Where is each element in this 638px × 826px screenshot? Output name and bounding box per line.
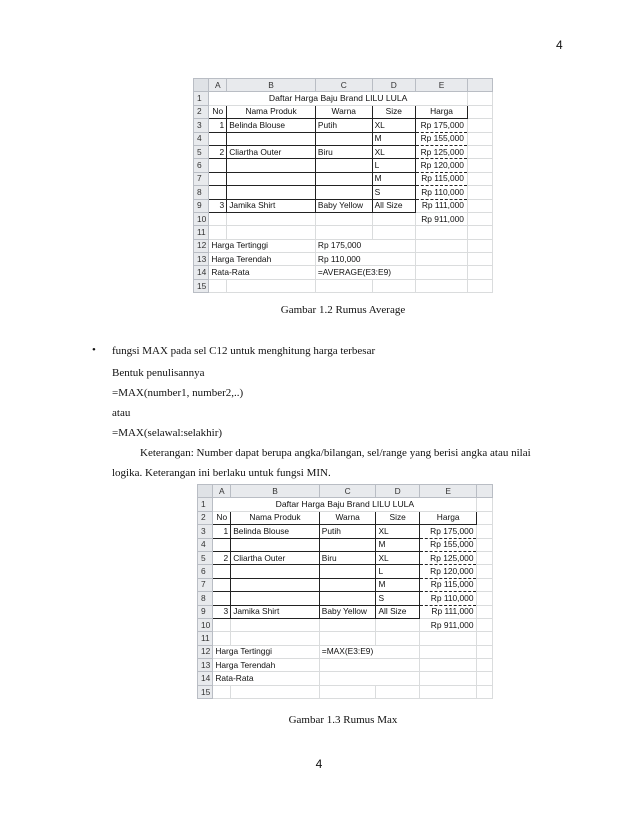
cell[interactable] bbox=[467, 119, 492, 132]
cell[interactable] bbox=[467, 226, 492, 239]
cell[interactable] bbox=[372, 279, 415, 292]
row-number[interactable]: 11 bbox=[198, 632, 213, 645]
cell-produk[interactable] bbox=[231, 565, 320, 578]
cell[interactable] bbox=[477, 565, 493, 578]
sheet-row bbox=[198, 685, 493, 698]
cell-produk[interactable]: Jamika Shirt bbox=[231, 605, 320, 618]
label-harga-terendah[interactable]: Harga Terendah bbox=[209, 253, 316, 266]
sheet-row bbox=[198, 672, 493, 685]
cell[interactable] bbox=[477, 632, 493, 645]
table-row bbox=[194, 119, 493, 132]
cell-size[interactable]: All Size bbox=[372, 199, 415, 212]
cell[interactable] bbox=[231, 632, 320, 645]
row-number[interactable]: 1 bbox=[194, 92, 209, 105]
row-number[interactable]: 15 bbox=[198, 685, 213, 698]
cell-harga[interactable]: Rp 155,000 bbox=[419, 538, 477, 551]
header-cell-harga[interactable]: Harga bbox=[419, 511, 477, 524]
cell[interactable] bbox=[315, 279, 372, 292]
spreadsheet-max bbox=[197, 484, 493, 706]
line-syntax-1: =MAX(number1, number2,..) bbox=[112, 387, 244, 399]
row-number[interactable]: 15 bbox=[194, 279, 209, 292]
cell-size[interactable]: XL bbox=[376, 551, 419, 564]
table-row bbox=[194, 186, 493, 199]
cell[interactable] bbox=[315, 212, 372, 225]
label-harga-tertinggi[interactable]: Harga Tertinggi bbox=[209, 239, 316, 252]
cell[interactable] bbox=[419, 632, 477, 645]
cell-produk[interactable] bbox=[231, 578, 320, 591]
sheet-row bbox=[194, 266, 493, 279]
label-rata-rata[interactable]: Rata-Rata bbox=[213, 672, 319, 685]
row-number[interactable]: 14 bbox=[198, 672, 213, 685]
cell-harga[interactable]: Rp 175,000 bbox=[416, 119, 468, 132]
row-number[interactable]: 12 bbox=[194, 239, 209, 252]
col-header-a[interactable]: A bbox=[213, 485, 231, 498]
cell[interactable] bbox=[467, 279, 492, 292]
line-keterangan-1: Keterangan: Number dapat berupa angka/bilangan, sel/range yang berisi angka atau nilai bbox=[140, 447, 531, 459]
sheet-title-cell[interactable]: Daftar Harga Baju Brand LILU LULA bbox=[209, 92, 468, 105]
cell-produk[interactable] bbox=[227, 186, 316, 199]
header-cell-size[interactable]: Size bbox=[376, 511, 419, 524]
cell-warna[interactable]: Putih bbox=[315, 119, 372, 132]
cell-no[interactable] bbox=[209, 186, 227, 199]
cell-harga[interactable]: Rp 111,000 bbox=[419, 605, 477, 618]
header-cell-produk[interactable]: Nama Produk bbox=[231, 511, 320, 524]
header-cell-warna[interactable]: Warna bbox=[319, 511, 376, 524]
sheet-table bbox=[197, 484, 493, 699]
cell-size[interactable]: S bbox=[376, 592, 419, 605]
total-cell[interactable]: Rp 911,000 bbox=[416, 212, 468, 225]
sheet-row bbox=[194, 239, 493, 252]
caption-figure-1-2: Gambar 1.2 Rumus Average bbox=[280, 304, 406, 316]
sheet-title-cell[interactable]: Daftar Harga Baju Brand LILU LULA bbox=[213, 498, 477, 511]
column-header-row bbox=[198, 485, 493, 498]
cell-produk[interactable] bbox=[227, 132, 316, 145]
cell-harga[interactable]: Rp 155,000 bbox=[416, 132, 468, 145]
line-bentuk: Bentuk penulisannya bbox=[112, 367, 205, 379]
cell[interactable] bbox=[467, 145, 492, 158]
cell[interactable] bbox=[477, 592, 493, 605]
col-header-b[interactable]: B bbox=[231, 485, 320, 498]
table-row bbox=[198, 538, 493, 551]
row-number[interactable]: 3 bbox=[194, 119, 209, 132]
line-syntax-2: =MAX(selawal:selakhir) bbox=[112, 427, 223, 439]
cell-warna[interactable]: Baby Yellow bbox=[315, 199, 372, 212]
cell-warna[interactable] bbox=[315, 186, 372, 199]
value-max-formula[interactable]: =MAX(E3:E9) bbox=[319, 645, 419, 658]
col-header-b[interactable]: B bbox=[227, 79, 316, 92]
cell-no[interactable] bbox=[209, 159, 227, 172]
cell[interactable] bbox=[467, 105, 492, 118]
cell-size[interactable]: L bbox=[376, 565, 419, 578]
row-number[interactable]: 4 bbox=[194, 132, 209, 145]
cell-harga[interactable]: Rp 120,000 bbox=[419, 565, 477, 578]
cell[interactable] bbox=[477, 685, 493, 698]
cell-no[interactable] bbox=[213, 578, 231, 591]
cell[interactable] bbox=[477, 551, 493, 564]
col-header-a[interactable]: A bbox=[209, 79, 227, 92]
cell-produk[interactable]: Belinda Blouse bbox=[231, 525, 320, 538]
cell-size[interactable]: M bbox=[372, 132, 415, 145]
table-row bbox=[198, 565, 493, 578]
cell[interactable] bbox=[416, 239, 468, 252]
table-row bbox=[198, 605, 493, 618]
row-number[interactable]: 5 bbox=[198, 551, 213, 564]
row-number[interactable]: 2 bbox=[194, 105, 209, 118]
row-number[interactable]: 13 bbox=[198, 659, 213, 672]
cell[interactable] bbox=[213, 632, 231, 645]
cell[interactable] bbox=[372, 212, 415, 225]
cell[interactable] bbox=[315, 226, 372, 239]
cell-warna[interactable] bbox=[319, 538, 376, 551]
cell-no[interactable]: 3 bbox=[213, 605, 231, 618]
row-number[interactable]: 10 bbox=[198, 618, 213, 631]
cell-warna[interactable]: Biru bbox=[315, 145, 372, 158]
col-header-f[interactable] bbox=[467, 79, 492, 92]
cell-harga[interactable]: Rp 125,000 bbox=[419, 551, 477, 564]
caption-figure-1-3: Gambar 1.3 Rumus Max bbox=[288, 714, 398, 726]
cell[interactable] bbox=[467, 186, 492, 199]
cell[interactable] bbox=[319, 632, 376, 645]
cell[interactable] bbox=[416, 266, 468, 279]
cell-no[interactable]: 2 bbox=[209, 145, 227, 158]
cell-size[interactable]: XL bbox=[372, 119, 415, 132]
col-header-c[interactable]: C bbox=[315, 79, 372, 92]
sheet-row bbox=[194, 253, 493, 266]
header-cell-no[interactable]: No bbox=[213, 511, 231, 524]
row-number[interactable]: 9 bbox=[198, 605, 213, 618]
cell-produk[interactable] bbox=[227, 172, 316, 185]
cell[interactable] bbox=[467, 266, 492, 279]
cell-no[interactable] bbox=[213, 592, 231, 605]
sheet-row bbox=[194, 212, 493, 225]
label-harga-terendah[interactable]: Harga Terendah bbox=[213, 659, 319, 672]
table-row bbox=[194, 199, 493, 212]
cell-warna[interactable] bbox=[319, 578, 376, 591]
cell[interactable] bbox=[467, 92, 492, 105]
table-row bbox=[194, 132, 493, 145]
cell-warna[interactable]: Biru bbox=[319, 551, 376, 564]
sheet-row bbox=[198, 618, 493, 631]
cell-no[interactable]: 1 bbox=[213, 525, 231, 538]
cell[interactable] bbox=[416, 226, 468, 239]
bullet-icon: • bbox=[92, 344, 96, 356]
cell-produk[interactable]: Cliartha Outer bbox=[227, 145, 316, 158]
cell[interactable] bbox=[477, 511, 493, 524]
sheet-row bbox=[194, 92, 493, 105]
cell[interactable] bbox=[477, 525, 493, 538]
total-cell[interactable]: Rp 911,000 bbox=[419, 618, 477, 631]
sheet-table bbox=[193, 78, 493, 293]
cell-produk[interactable]: Cliartha Outer bbox=[231, 551, 320, 564]
cell-warna[interactable] bbox=[319, 592, 376, 605]
sheet-row bbox=[194, 279, 493, 292]
table-row bbox=[194, 159, 493, 172]
cell[interactable] bbox=[477, 498, 493, 511]
cell[interactable] bbox=[477, 578, 493, 591]
cell-harga[interactable]: Rp 175,000 bbox=[419, 525, 477, 538]
sheet-row bbox=[198, 632, 493, 645]
cell[interactable] bbox=[376, 632, 419, 645]
col-header-d[interactable]: D bbox=[372, 79, 415, 92]
cell-no[interactable] bbox=[209, 132, 227, 145]
select-all-corner[interactable] bbox=[194, 79, 209, 92]
cell-no[interactable] bbox=[209, 172, 227, 185]
row-number[interactable]: 9 bbox=[194, 199, 209, 212]
cell[interactable] bbox=[419, 685, 477, 698]
cell[interactable] bbox=[477, 659, 493, 672]
table-row bbox=[194, 172, 493, 185]
col-header-e[interactable]: E bbox=[419, 485, 477, 498]
cell[interactable] bbox=[419, 672, 477, 685]
cell-size[interactable]: M bbox=[376, 538, 419, 551]
cell-warna[interactable] bbox=[319, 565, 376, 578]
table-row bbox=[194, 145, 493, 158]
row-number[interactable]: 13 bbox=[194, 253, 209, 266]
cell-harga[interactable]: Rp 110,000 bbox=[419, 592, 477, 605]
cell[interactable] bbox=[227, 226, 316, 239]
cell[interactable] bbox=[467, 159, 492, 172]
row-number[interactable]: 6 bbox=[198, 565, 213, 578]
cell[interactable] bbox=[227, 279, 316, 292]
col-header-f[interactable] bbox=[477, 485, 493, 498]
header-cell-warna[interactable]: Warna bbox=[315, 105, 372, 118]
header-cell-no[interactable]: No bbox=[209, 105, 227, 118]
page-number-top: 4 bbox=[556, 38, 563, 52]
cell-no[interactable] bbox=[213, 538, 231, 551]
cell[interactable] bbox=[477, 605, 493, 618]
header-cell-size[interactable]: Size bbox=[372, 105, 415, 118]
label-harga-tertinggi[interactable]: Harga Tertinggi bbox=[213, 645, 319, 658]
select-all-corner[interactable] bbox=[198, 485, 213, 498]
value-harga-tertinggi[interactable]: Rp 175,000 bbox=[315, 239, 415, 252]
cell[interactable] bbox=[416, 279, 468, 292]
cell-harga[interactable]: Rp 115,000 bbox=[416, 172, 468, 185]
column-header-row bbox=[194, 79, 493, 92]
row-number[interactable]: 1 bbox=[198, 498, 213, 511]
cell-size[interactable]: M bbox=[372, 172, 415, 185]
row-number[interactable]: 5 bbox=[194, 145, 209, 158]
cell[interactable] bbox=[416, 253, 468, 266]
value-rata-rata-formula[interactable]: =AVERAGE(E3:E9) bbox=[315, 266, 415, 279]
page-number-bottom: 4 bbox=[315, 757, 323, 771]
cell-harga[interactable]: Rp 110,000 bbox=[416, 186, 468, 199]
cell-size[interactable]: XL bbox=[372, 145, 415, 158]
cell[interactable] bbox=[376, 685, 419, 698]
row-number[interactable]: 8 bbox=[194, 186, 209, 199]
row-number[interactable]: 14 bbox=[194, 266, 209, 279]
cell[interactable] bbox=[477, 618, 493, 631]
sheet-row bbox=[198, 511, 493, 524]
sheet-row bbox=[198, 659, 493, 672]
cell[interactable] bbox=[477, 538, 493, 551]
sheet-row bbox=[194, 105, 493, 118]
cell[interactable] bbox=[376, 618, 419, 631]
table-row bbox=[198, 592, 493, 605]
cell-harga[interactable]: Rp 125,000 bbox=[416, 145, 468, 158]
cell-produk[interactable]: Jamika Shirt bbox=[227, 199, 316, 212]
table-row bbox=[198, 525, 493, 538]
data-rows bbox=[198, 525, 493, 619]
cell[interactable] bbox=[209, 279, 227, 292]
table-row bbox=[198, 578, 493, 591]
col-header-d[interactable]: D bbox=[376, 485, 419, 498]
row-number[interactable]: 7 bbox=[194, 172, 209, 185]
row-number[interactable]: 4 bbox=[198, 538, 213, 551]
cell-warna[interactable]: Putih bbox=[319, 525, 376, 538]
cell[interactable] bbox=[467, 132, 492, 145]
cell[interactable] bbox=[231, 685, 320, 698]
cell-harga[interactable]: Rp 115,000 bbox=[419, 578, 477, 591]
row-number[interactable]: 8 bbox=[198, 592, 213, 605]
cell[interactable] bbox=[227, 212, 316, 225]
cell-size[interactable]: S bbox=[372, 186, 415, 199]
line-keterangan-2: logika. Keterangan ini berlaku untuk fungsi MIN. bbox=[112, 467, 331, 479]
cell[interactable] bbox=[467, 253, 492, 266]
header-cell-produk[interactable]: Nama Produk bbox=[227, 105, 316, 118]
cell[interactable] bbox=[477, 645, 493, 658]
cell-produk[interactable] bbox=[231, 592, 320, 605]
cell[interactable] bbox=[372, 226, 415, 239]
value-harga-terendah[interactable] bbox=[319, 659, 419, 672]
col-header-e[interactable]: E bbox=[416, 79, 468, 92]
cell[interactable] bbox=[419, 659, 477, 672]
cell-no[interactable] bbox=[213, 565, 231, 578]
cell-produk[interactable]: Belinda Blouse bbox=[227, 119, 316, 132]
cell-no[interactable]: 2 bbox=[213, 551, 231, 564]
cell-no[interactable]: 3 bbox=[209, 199, 227, 212]
cell[interactable] bbox=[467, 212, 492, 225]
line-atau: atau bbox=[112, 407, 131, 419]
cell-harga[interactable]: Rp 111,000 bbox=[416, 199, 468, 212]
header-cell-harga[interactable]: Harga bbox=[416, 105, 468, 118]
sheet-row bbox=[194, 226, 493, 239]
cell-produk[interactable] bbox=[231, 538, 320, 551]
cell[interactable] bbox=[467, 239, 492, 252]
cell-harga[interactable]: Rp 120,000 bbox=[416, 159, 468, 172]
cell[interactable] bbox=[319, 685, 376, 698]
value-harga-terendah[interactable]: Rp 110,000 bbox=[315, 253, 415, 266]
cell[interactable] bbox=[231, 618, 320, 631]
label-rata-rata[interactable]: Rata-Rata bbox=[209, 266, 316, 279]
cell-size[interactable]: XL bbox=[376, 525, 419, 538]
cell[interactable] bbox=[319, 618, 376, 631]
cell[interactable] bbox=[209, 226, 227, 239]
cell-produk[interactable] bbox=[227, 159, 316, 172]
bullet-text: fungsi MAX pada sel C12 untuk menghitung harga terbesar bbox=[112, 345, 376, 357]
cell-warna[interactable] bbox=[315, 159, 372, 172]
cell[interactable] bbox=[213, 685, 231, 698]
row-number[interactable]: 10 bbox=[194, 212, 209, 225]
cell-size[interactable]: M bbox=[376, 578, 419, 591]
cell[interactable] bbox=[467, 199, 492, 212]
cell[interactable] bbox=[467, 172, 492, 185]
cell-warna[interactable] bbox=[315, 132, 372, 145]
sheet-row bbox=[198, 645, 493, 658]
sheet-row bbox=[198, 498, 493, 511]
cell-size[interactable]: L bbox=[372, 159, 415, 172]
cell-size[interactable]: All Size bbox=[376, 605, 419, 618]
value-rata-rata[interactable] bbox=[319, 672, 419, 685]
cell-warna[interactable] bbox=[315, 172, 372, 185]
cell[interactable] bbox=[477, 672, 493, 685]
cell-warna[interactable]: Baby Yellow bbox=[319, 605, 376, 618]
row-number[interactable]: 11 bbox=[194, 226, 209, 239]
row-number[interactable]: 7 bbox=[198, 578, 213, 591]
row-number[interactable]: 3 bbox=[198, 525, 213, 538]
row-number[interactable]: 12 bbox=[198, 645, 213, 658]
table-row bbox=[198, 551, 493, 564]
data-rows bbox=[194, 119, 493, 213]
col-header-c[interactable]: C bbox=[319, 485, 376, 498]
cell[interactable] bbox=[213, 618, 231, 631]
row-number[interactable]: 6 bbox=[194, 159, 209, 172]
row-number[interactable]: 2 bbox=[198, 511, 213, 524]
cell[interactable] bbox=[419, 645, 477, 658]
cell[interactable] bbox=[209, 212, 227, 225]
cell-no[interactable]: 1 bbox=[209, 119, 227, 132]
spreadsheet-average bbox=[193, 78, 493, 296]
